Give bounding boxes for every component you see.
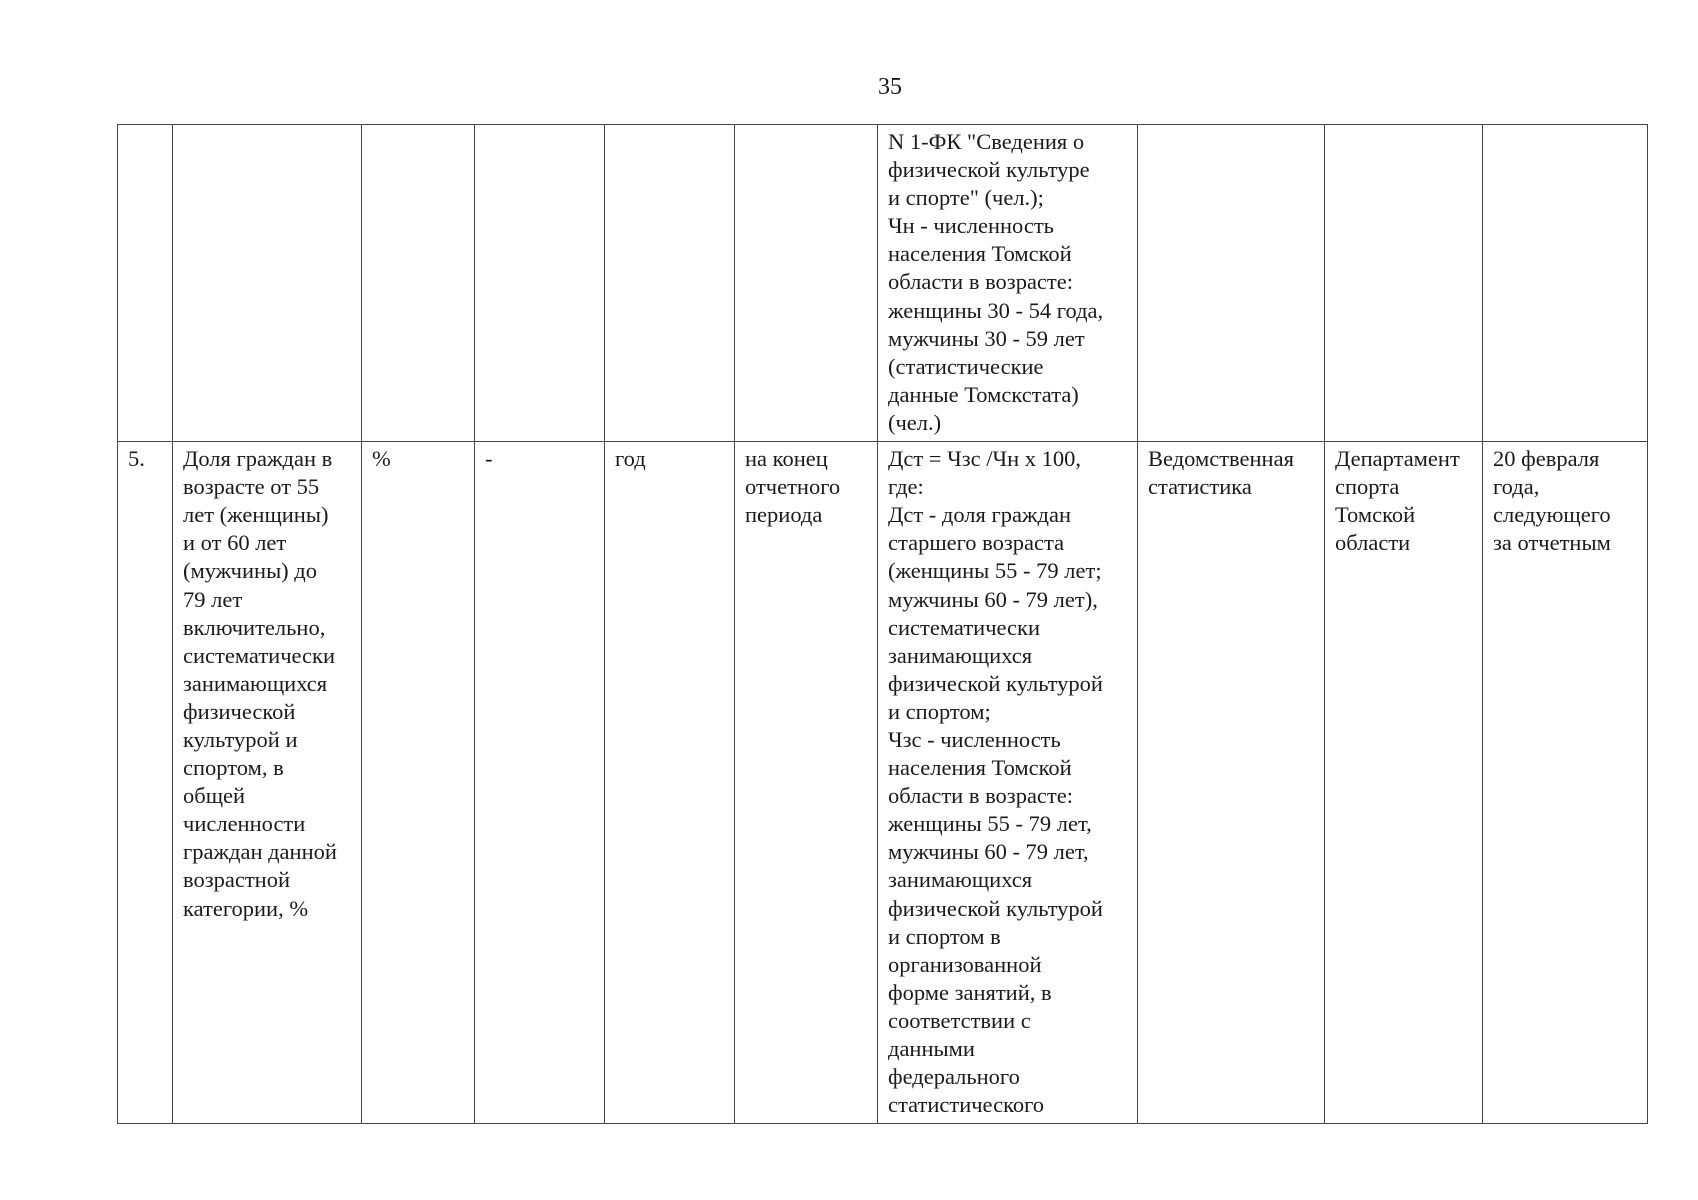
cell-unit: [362, 125, 475, 442]
cell-col-4: -: [475, 442, 605, 1124]
cell-calculation-method: N 1-ФК "Сведения о физической культуре и спорте" (чел.); Чн - численность населения Томской области в возрасте: женщины 30 - 54 года, мужчины 30 - 59 лет (статистические данные Томскстата) (чел.): [878, 125, 1138, 442]
table-row: [118, 442, 1648, 1124]
cell-time-characteristic: на конец отчетного периода: [735, 442, 878, 1124]
cell-calculation-method: Дст = Чзс /Чн x 100, где: Дст - доля граждан старшего возраста (женщины 55 - 79 лет; мужчины 60 - 79 лет), систематически занимающихся физической культурой и спортом; Чзс - численность населения Томской области в возрасте: женщины 55 - 79 лет, мужчины 60 - 79 лет, занимающихся физической культурой и спортом в организованной форме занятий, в соответствии с данными федерального статистического: [878, 442, 1138, 1124]
cell-unit: %: [362, 442, 475, 1124]
cell-number: 5.: [118, 442, 173, 1124]
cell-periodicity: [605, 125, 735, 442]
cell-indicator-name: Доля граждан в возрасте от 55 лет (женщины) и от 60 лет (мужчины) до 79 лет включительно, систематически занимающихся физической культурой и спортом, в общей численности граждан данной возрастной категории, %: [173, 442, 362, 1124]
cell-time-characteristic: [735, 125, 878, 442]
cell-data-source: [1138, 125, 1325, 442]
table-row: [118, 125, 1648, 442]
cell-col-4: [475, 125, 605, 442]
cell-responsible: Департамент спорта Томской области: [1325, 442, 1483, 1124]
cell-deadline: 20 февраля года, следующего за отчетным: [1483, 442, 1648, 1124]
cell-deadline: [1483, 125, 1648, 442]
page-number: 35: [878, 74, 902, 100]
cell-periodicity: год: [605, 442, 735, 1124]
cell-data-source: Ведомственная статистика: [1138, 442, 1325, 1124]
indicators-table: [117, 124, 1648, 1124]
cell-number: [118, 125, 173, 442]
cell-indicator-name: [173, 125, 362, 442]
cell-responsible: [1325, 125, 1483, 442]
